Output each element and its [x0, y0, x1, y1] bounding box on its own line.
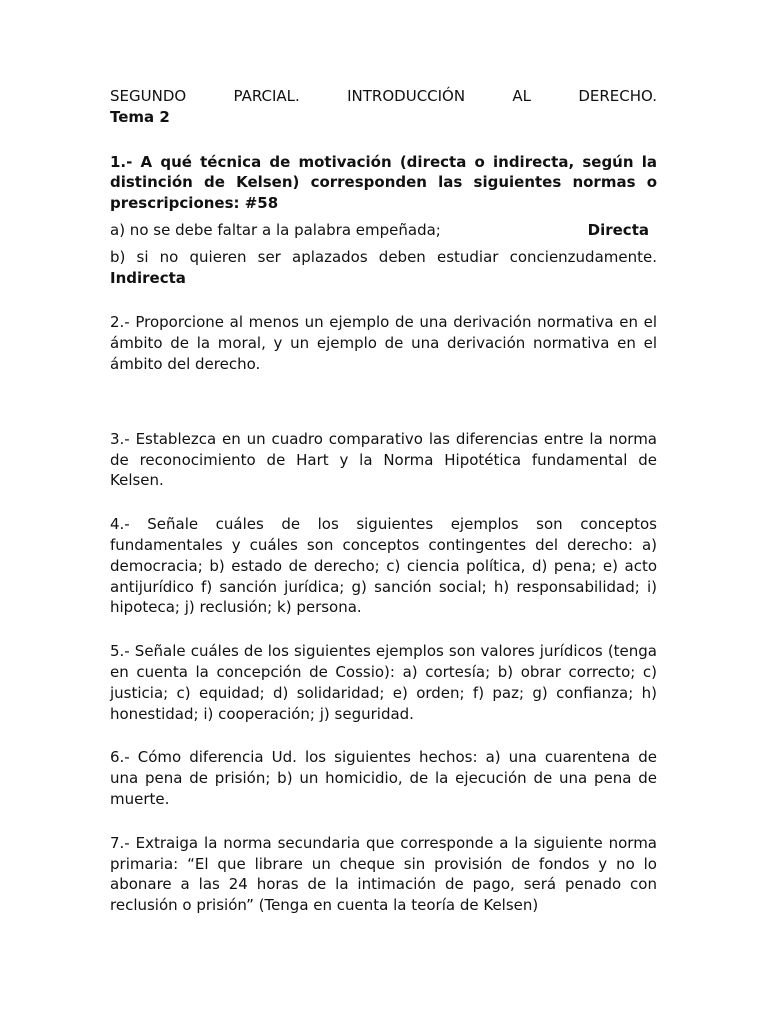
question-7: 7.- Extraiga la norma secundaria que corresponde a la siguiente norma primaria: “El que librare un cheque sin provisión de fondos y no lo abonare a las 24 horas de la intimación de pago, será penado con reclusión o prisión” (Tenga en cuenta la teoría de Kelsen)	[110, 833, 657, 915]
question-4: 4.- Señale cuáles de los siguientes ejemplos son conceptos fundamentales y cuáles son conceptos contingentes del derecho: a) democracia; b) estado de derecho; c) ciencia política, d) pena; e) acto antijurídico f) sanción jurídica; g) sanción social; h) responsabilidad; i) hipoteca; j) reclusión; k) persona.	[110, 515, 657, 617]
question-1-item-b-answer: Indirecta	[110, 268, 186, 287]
question-1: 1.- A qué técnica de motivación (directa o indirecta, según la distinción de Kelsen) corresponden las siguientes normas o prescripciones: #58	[110, 152, 657, 213]
question-5: 5.- Señale cuáles de los siguientes ejemplos son valores jurídicos (tenga en cuenta la concepción de Cossio): a) cortesía; b) obrar correcto; c) justicia; c) equidad; d) solidaridad; e) orden; f) paz; g) confianza; h) honestidad; i) cooperación; j) seguridad.	[110, 642, 657, 723]
title-word-5: DERECHO.	[578, 87, 657, 105]
question-1-item-b	[110, 247, 657, 289]
question-1-item-b-text: b) si no quieren ser aplazados deben estudiar concienzudamente.	[110, 247, 657, 266]
tema-label: Tema 2	[110, 107, 170, 126]
question-2: 2.- Proporcione al menos un ejemplo de una derivación normativa en el ámbito de la moral, y un ejemplo de una derivación normativa en el ámbito del derecho.	[110, 313, 657, 373]
title-word-1: SEGUNDO	[110, 87, 187, 105]
exam-title	[110, 86, 657, 107]
question-1-item-a-text: a) no se debe faltar a la palabra empeñada;	[110, 220, 441, 239]
question-3: 3.- Establezca en un cuadro comparativo las diferencias entre la norma de reconocimiento de Hart y la Norma Hipotética fundamental de Kelsen.	[110, 429, 657, 490]
title-word-3: INTRODUCCIÓN	[347, 87, 466, 105]
question-1-item-a	[110, 220, 657, 241]
title-word-4: AL	[512, 87, 532, 105]
question-1-item-a-answer: Directa	[587, 220, 649, 239]
title-word-2: PARCIAL.	[233, 87, 300, 105]
question-6: 6.- Cómo diferencia Ud. los siguientes hechos: a) una cuarentena de una pena de prisión; b) un homicidio, de la ejecución de una pena de muerte.	[110, 748, 657, 808]
